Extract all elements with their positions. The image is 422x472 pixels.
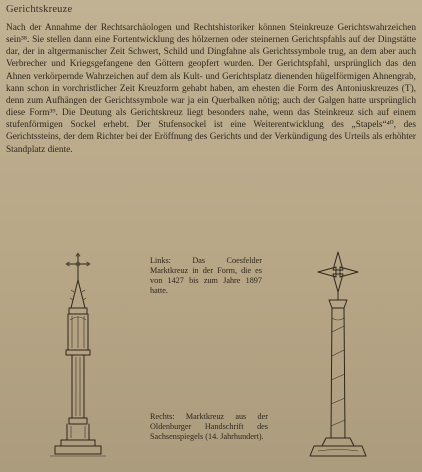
coesfeld-cross-drawing <box>46 250 110 462</box>
section-heading: Gerichtskreuze <box>6 4 73 15</box>
coesfeld-cross-illustration <box>46 250 110 462</box>
right-caption: Rechts: Marktkreuz aus der Oldenburger Handschrift des Sachsenspiegels (14. Jahrhundert). <box>150 412 268 441</box>
sachsenspiegel-cross-illustration <box>298 248 378 462</box>
left-caption: Links: Das Coesfelder Marktkreuz in der Form, die es von 1427 bis zum Jahre 1897 hatte. <box>150 256 262 295</box>
sachsenspiegel-cross-drawing <box>298 248 378 462</box>
paragraph-text: Nach der Annahme der Rechtsarchäologen und Rechtshistoriker können Steinkreuze Gerichtswahrzeichen sein³⁸. Sie stellen dann eine Fortentwicklung des hölzernen oder steinernen Gerichtspfahls auf der Dingstätte dar, der in altgermanischer Zeit Schwert, Schild und Dingfahne als Gerichtssymbole trug, an dem aber auch Verbrecher und Kriegsgefangene den Göttern geopfert wurden. Der Gerichtspfahl, ursprünglich das den Ahnen verkörpernde Wahrzeichen auf dem als Kult- und Gerichtsplatz dienenden hügelförmigen Ahnengrab, kann schon in vorchristlicher Zeit Kreuzform gehabt haben, am ehesten die Form des Antoniuskreuzes (T), denn zum Aufhängen der Gerichtssymbole war ja ein Querbalken nötig; auch der Galgen hatte ursprünglich diese Form³⁹. Die Deutung als Gerichtskreuz liegt besonders nahe, wenn das Steinkreuz sich auf einem stufenförmigen Sockel erhebt. Der Stufensockel ist eine Weiterentwicklung des „Stapels“⁴⁰, des Gerichtssteins, der dem Richter bei der Eröffnung des Gerichts und der Verkündigung des Urteils als erhöhter Standplatz diente. <box>6 23 416 155</box>
body-paragraph <box>6 22 416 156</box>
